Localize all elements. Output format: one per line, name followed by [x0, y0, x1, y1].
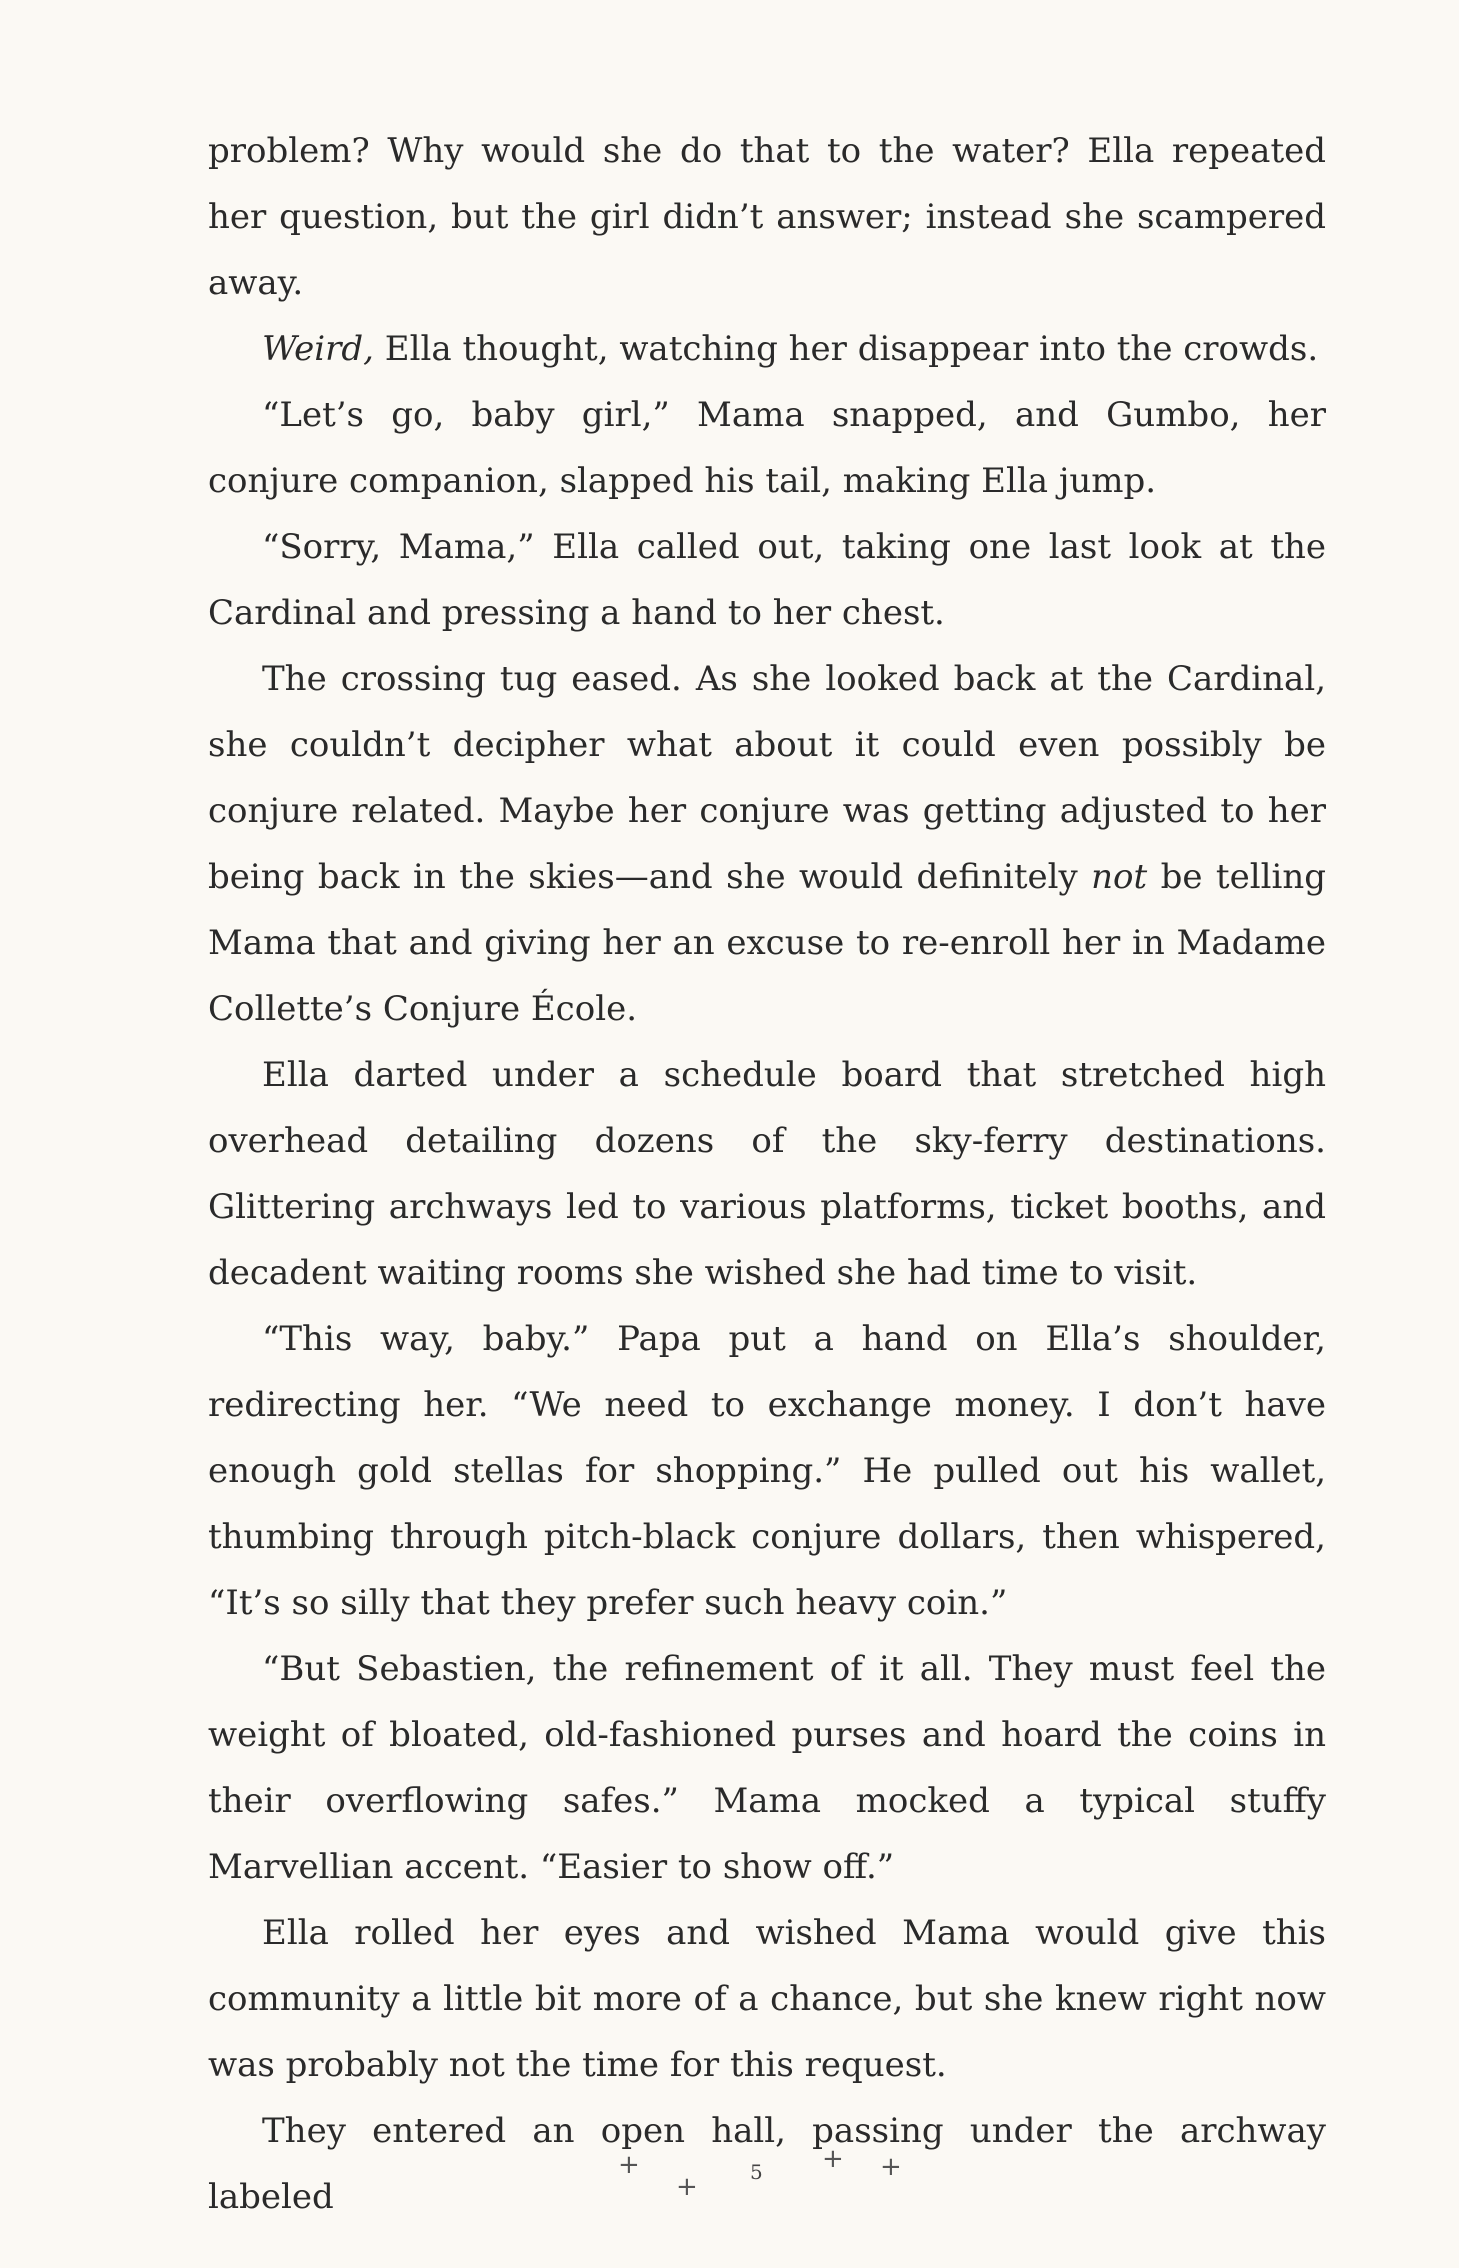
- paragraph: [208, 382, 1326, 514]
- star-ornament-icon: +: [676, 2172, 698, 2202]
- paragraph: [208, 1306, 1326, 1636]
- paragraph: [208, 316, 1326, 382]
- text-run: “This way, baby.” Papa put a hand on Ella’s shoulder, redirecting her. “We need to exchange money. I don’t have enough gold stellas for shopping.” He pulled out his wallet, thumbing through pitch-black conjure dollars, then whispered, “It’s so silly that they prefer such heavy coin.”: [208, 1319, 1326, 1623]
- page-number: 5: [750, 2160, 763, 2184]
- text-run: “Let’s go, baby girl,” Mama snapped, and Gumbo, her conjure companion, slapped his tail, making Ella jump.: [208, 395, 1326, 501]
- text-run: “Sorry, Mama,” Ella called out, taking one last look at the Cardinal and pressing a hand to her chest.: [208, 527, 1326, 633]
- italic-text: Weird,: [262, 329, 374, 369]
- star-ornament-icon: +: [618, 2150, 640, 2180]
- text-run: Ella thought, watching her disappear into the crowds.: [374, 329, 1319, 369]
- paragraph: [208, 646, 1326, 1042]
- body-text: [208, 118, 1326, 2230]
- paragraph: [208, 1900, 1326, 2098]
- paragraph: [208, 1636, 1326, 1900]
- italic-text: not: [1091, 857, 1148, 897]
- paragraph: [208, 514, 1326, 646]
- text-run: The crossing tug eased. As she looked back at the Cardinal, she couldn’t decipher what about it could even possibly be conjure related. Maybe her conjure was getting adjusted to her being back in the skies—and she would definitely: [208, 659, 1326, 897]
- text-run: They entered an open hall, passing under the archway labeled: [208, 2111, 1326, 2217]
- text-run: Ella darted under a schedule board that stretched high overhead detailing dozens of the sky-ferry destinations. Glittering archways led to various platforms, ticket booths, and decadent waiting rooms she wished she had time to visit.: [208, 1055, 1326, 1293]
- paragraph: [208, 1042, 1326, 1306]
- text-run: Ella rolled her eyes and wished Mama would give this community a little bit more of a chance, but she knew right now was probably not the time for this request.: [208, 1913, 1326, 2085]
- text-run: problem? Why would she do that to the water? Ella repeated her question, but the girl didn’t answer; instead she scampered away.: [208, 131, 1326, 303]
- page-footer: [600, 2144, 920, 2220]
- paragraph: [208, 118, 1326, 316]
- text-run: be telling Mama that and giving her an excuse to re-enroll her in Madame Collette’s Conjure École.: [208, 857, 1326, 1029]
- star-ornament-icon: +: [822, 2144, 844, 2174]
- text-run: “But Sebastien, the refinement of it all. They must feel the weight of bloated, old-fashioned purses and hoard the coins in their overflowing safes.” Mama mocked a typical stuffy Marvellian accent. “Easier to show off.”: [208, 1649, 1326, 1887]
- star-ornament-icon: +: [880, 2152, 902, 2182]
